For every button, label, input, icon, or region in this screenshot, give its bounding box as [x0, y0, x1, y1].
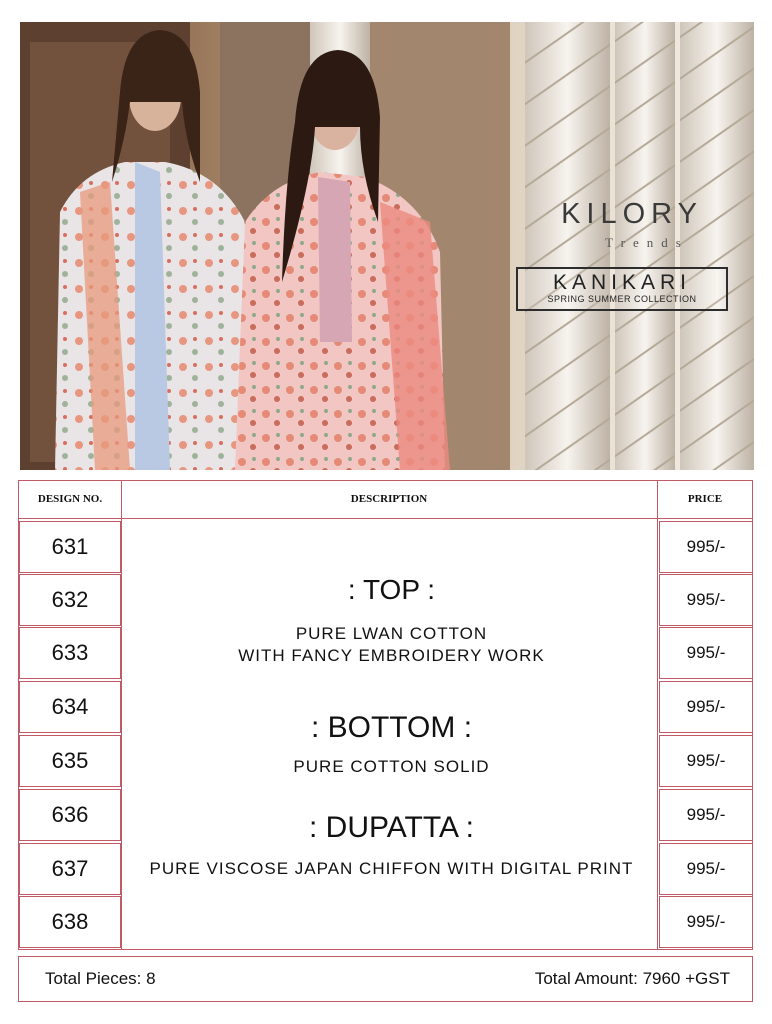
table-row-design [19, 627, 121, 679]
design-number: 634 [51, 694, 89, 719]
total-amount: Total Amount: 7960 +GST [534, 969, 730, 988]
table-row-design [19, 843, 121, 895]
table-row-design [19, 789, 121, 841]
design-number: 636 [51, 802, 89, 827]
bottom-description: PURE COTTON SOLID [293, 757, 490, 776]
brand-name: KILORY [561, 198, 703, 230]
header-design-no: DESIGN NO. [37, 493, 103, 505]
column-divider [121, 481, 122, 949]
design-number: 638 [51, 909, 89, 934]
price-value: 995/- [686, 912, 726, 931]
collection-badge [516, 267, 728, 311]
collection-title: KANIKARI [552, 271, 692, 294]
table-row-price [659, 627, 753, 679]
dupatta-heading: : DUPATTA : [308, 811, 474, 844]
dupatta-description: PURE VISCOSE JAPAN CHIFFON WITH DIGITAL PRINT [149, 859, 634, 878]
table-row-price [659, 789, 753, 841]
header-price: PRICE [687, 493, 723, 505]
price-value: 995/- [686, 697, 726, 716]
brand-tagline: Trends [605, 235, 689, 250]
table-row-price [659, 896, 753, 948]
table-row-price [659, 681, 753, 733]
top-description-line2: WITH FANCY EMBROIDERY WORK [238, 646, 545, 665]
design-number: 633 [51, 640, 89, 665]
bottom-heading: : BOTTOM : [310, 711, 473, 744]
totals-footer [18, 956, 753, 1002]
table-row-price [659, 735, 753, 787]
table-row-design [19, 735, 121, 787]
price-value: 995/- [686, 859, 726, 878]
total-pieces: Total Pieces: 8 [45, 969, 156, 988]
design-number: 631 [51, 534, 89, 559]
price-value: 995/- [686, 805, 726, 824]
price-value: 995/- [686, 590, 726, 609]
table-row-design [19, 896, 121, 948]
table-row-price [659, 521, 753, 573]
table-row-price [659, 843, 753, 895]
header-description: DESCRIPTION [350, 493, 428, 505]
design-number: 632 [51, 587, 89, 612]
table-row-price [659, 574, 753, 626]
top-description-line1: PURE LWAN COTTON [295, 624, 488, 643]
design-number: 635 [51, 748, 89, 773]
top-heading: : TOP : [347, 574, 436, 605]
table-row-design [19, 574, 121, 626]
hero-photo [20, 22, 754, 470]
brand-logo [517, 198, 747, 251]
price-value: 995/- [686, 537, 726, 556]
header-divider [19, 518, 752, 519]
table-row-design [19, 521, 121, 573]
table-row-design [19, 681, 121, 733]
catalog-table [18, 480, 753, 950]
price-value: 995/- [686, 643, 726, 662]
collection-subtitle: SPRING SUMMER COLLECTION [547, 294, 697, 304]
design-number: 637 [51, 856, 89, 881]
price-value: 995/- [686, 751, 726, 770]
